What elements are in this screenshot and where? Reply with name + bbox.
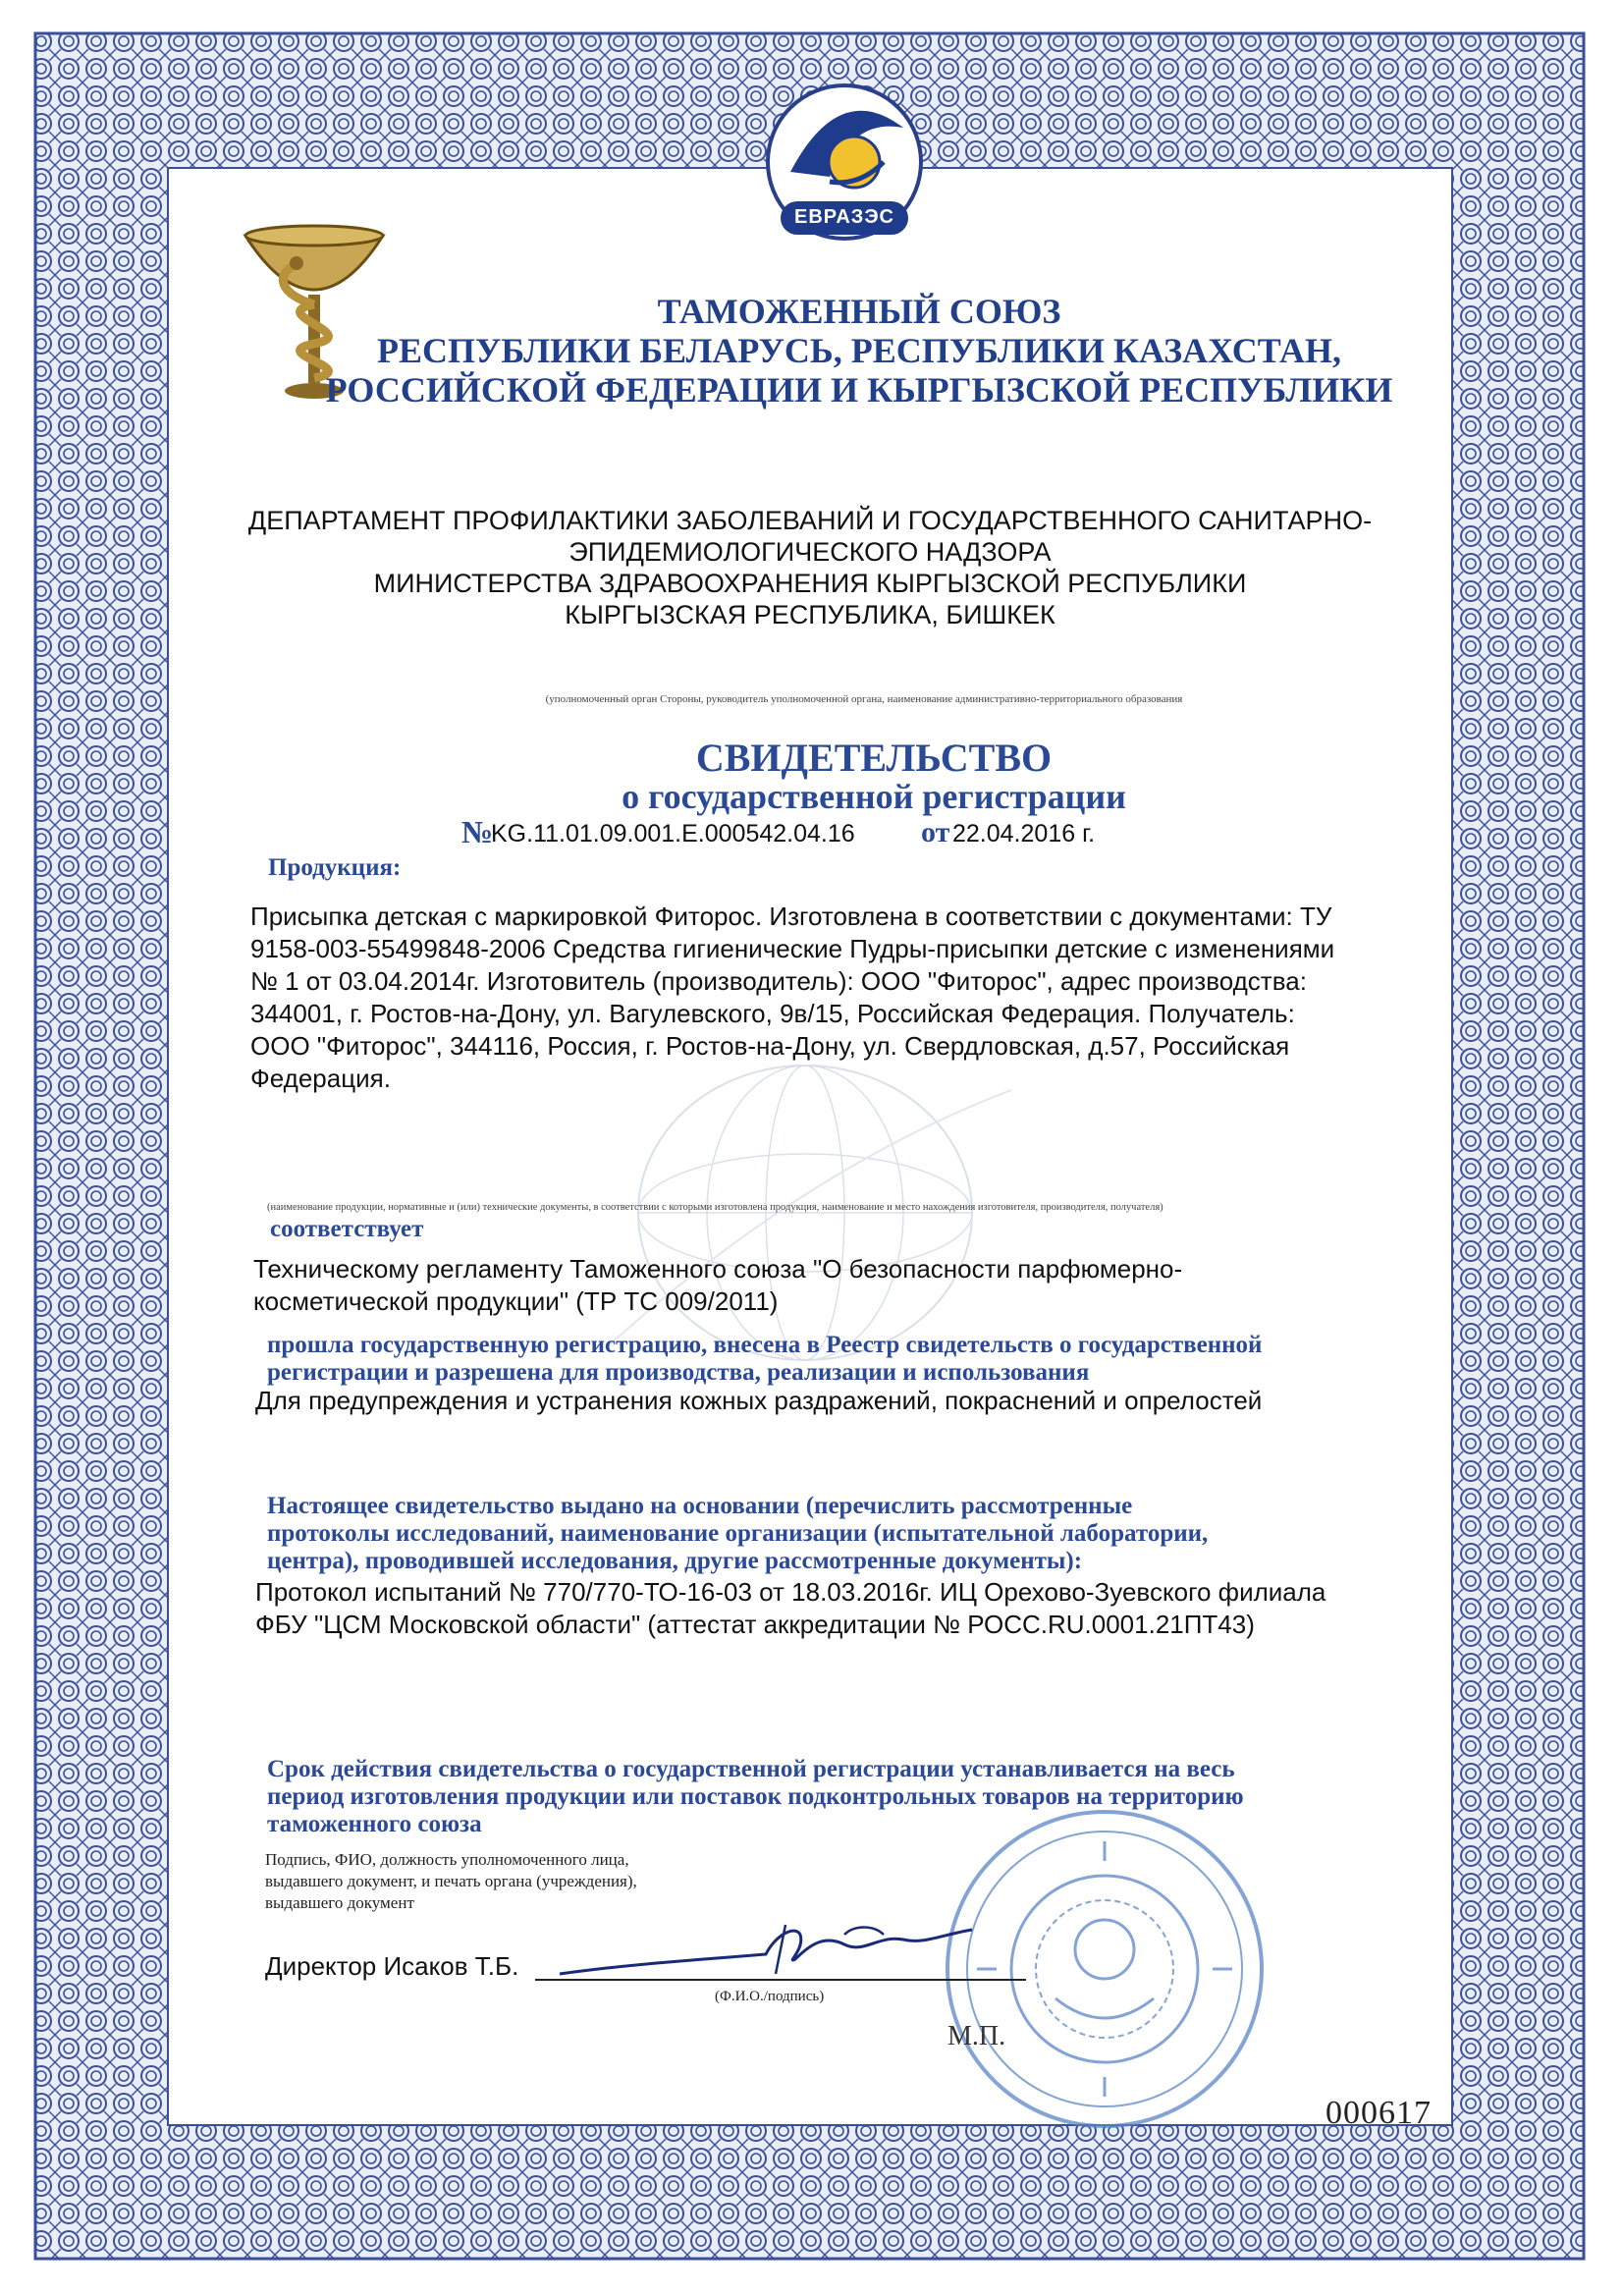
serial-number: 000617 <box>1325 2095 1432 2131</box>
validity-text <box>267 1756 1485 1838</box>
product-caption: (наименование продукции, нормативные и (или) технические документы, в соответствии с которыми изготовлена продукция, наименование и место нахождения изготовителя, производителя, получателя) <box>267 1202 1163 1213</box>
authority-line-1: ДЕПАРТАМЕНТ ПРОФИЛАКТИКИ ЗАБОЛЕВАНИЙ И ГОСУДАРСТВЕННОГО САНИТАРНО- <box>247 506 1373 535</box>
certificate-date: 22.04.2016 г. <box>952 820 1096 847</box>
header-line-1: ТАМОЖЕННЫЙ СОЮЗ <box>657 292 1061 331</box>
registration-label-line: регистрации и разрешена для производства, реализации и использования <box>267 1359 1090 1386</box>
product-line: Федерация. <box>250 1064 391 1093</box>
certificate-subtitle: о государственной регистрации <box>622 777 1126 816</box>
product-line: ООО "Фиторос", 344116, Россия, г. Ростов-на-Дону, ул. Свердловская, д.57, Российская <box>250 1031 1290 1061</box>
basis-line: ФБУ "ЦСМ Московской области" (аттестат аккредитации № РОСС.RU.0001.21ПТ43) <box>255 1610 1255 1639</box>
signature-caption-line: Подпись, ФИО, должность уполномоченного лица, <box>265 1850 629 1869</box>
product-line: 9158-003-55499848-2006 Средства гигиенические Пудры-присыпки детские с изменениями <box>250 934 1335 963</box>
fio-caption: (Ф.И.О./подпись) <box>715 1989 825 2004</box>
conformity-label: соответствует <box>270 1216 424 1242</box>
basis-label-line: центра), проводившей исследования, другие рассмотренные документы): <box>267 1548 1083 1574</box>
stamp-label: М.П. <box>947 2021 1006 2051</box>
validity-line: таможенного союза <box>267 1811 482 1837</box>
certificate-number-row <box>461 814 1149 857</box>
product-label: Продукция: <box>268 854 402 881</box>
authority-line-4: КЫРГЫЗСКАЯ РЕСПУБЛИКА, БИШКЕК <box>565 600 1055 629</box>
conformity-text <box>253 1253 1432 1318</box>
validity-line: период изготовления продукции или поставок подконтрольных товаров на территорию <box>267 1783 1244 1810</box>
authority-line-3: МИНИСТЕРСТВА ЗДРАВООХРАНЕНИЯ КЫРГЫЗСКОЙ РЕСПУБЛИКИ <box>373 569 1247 598</box>
basis-label <box>267 1493 1485 1575</box>
basis-label-line: Настоящее свидетельство выдано на основании (перечислить рассмотренные <box>267 1493 1133 1519</box>
usage-text: Для предупреждения и устранения кожных раздражений, покраснений и опрелостей <box>255 1386 1263 1415</box>
logo-text: ЕВРАЗЭС <box>793 206 894 228</box>
registration-label <box>267 1332 1485 1387</box>
authority-line-2: ЭПИДЕМИОЛОГИЧЕСКОГО НАДЗОРА <box>568 537 1052 567</box>
conformity-line: косметической продукции" (ТР ТС 009/2011) <box>253 1286 779 1316</box>
validity-line: Срок действия свидетельства о государственной регистрации устанавливается на весь <box>267 1756 1235 1782</box>
signer-name: Директор Исаков Т.Б. <box>265 1951 519 1981</box>
basis-line: Протокол испытаний № 770/770-ТО-16-03 от 18.03.2016г. ИЦ Орехово-Зуевского филиала <box>255 1577 1326 1607</box>
handwritten-signature <box>550 1905 982 1984</box>
official-seal-stamp <box>938 1802 1271 2136</box>
conformity-line: Техническому регламенту Таможенного союза "О безопасности парфюмерно- <box>253 1254 1183 1284</box>
globe-watermark <box>589 1051 1021 1375</box>
signature-caption-line: выдавшего документ, и печать органа (учреждения), <box>265 1872 637 1890</box>
header-line-2: РЕСПУБЛИКИ БЕЛАРУСЬ, РЕСПУБЛИКИ КАЗАХСТАН, <box>376 331 1342 370</box>
number-label: № <box>461 814 494 849</box>
basis-label-line: протоколы исследований, наименование организации (испытательной лаборатории, <box>267 1520 1209 1547</box>
product-line: Присыпка детская с маркировкой Фиторос. Изготовлена в соответствии с документами: ТУ <box>250 902 1332 931</box>
eurasec-logo-icon <box>761 59 928 246</box>
certificate-number: KG.11.01.09.001.E.000542.04.16 <box>491 820 855 847</box>
authority-caption: (уполномоченный орган Стороны, руководитель уполномоченной органа, наименование административно-территориального образования <box>545 693 1183 705</box>
product-line: 344001, г. Ростов-на-Дону, ул. Вагулевского, 9в/15, Российская Федерация. Получатель: <box>250 999 1295 1028</box>
product-line: № 1 от 03.04.2014г. Изготовитель (производитель): ООО "Фиторос", адрес производства: <box>250 966 1307 996</box>
certificate-title: СВИДЕТЕЛЬСТВО <box>695 736 1053 780</box>
signature-caption-line: выдавшего документ <box>265 1893 414 1912</box>
basis-text <box>255 1576 1453 1641</box>
header-line-3: РОССИЙСКОЙ ФЕДЕРАЦИИ И КЫРГЫЗСКОЙ РЕСПУБЛИКИ <box>325 370 1393 410</box>
registration-label-line: прошла государственную регистрацию, внесена в Реестр свидетельств о государственной <box>267 1332 1263 1358</box>
date-label: от <box>921 816 950 848</box>
